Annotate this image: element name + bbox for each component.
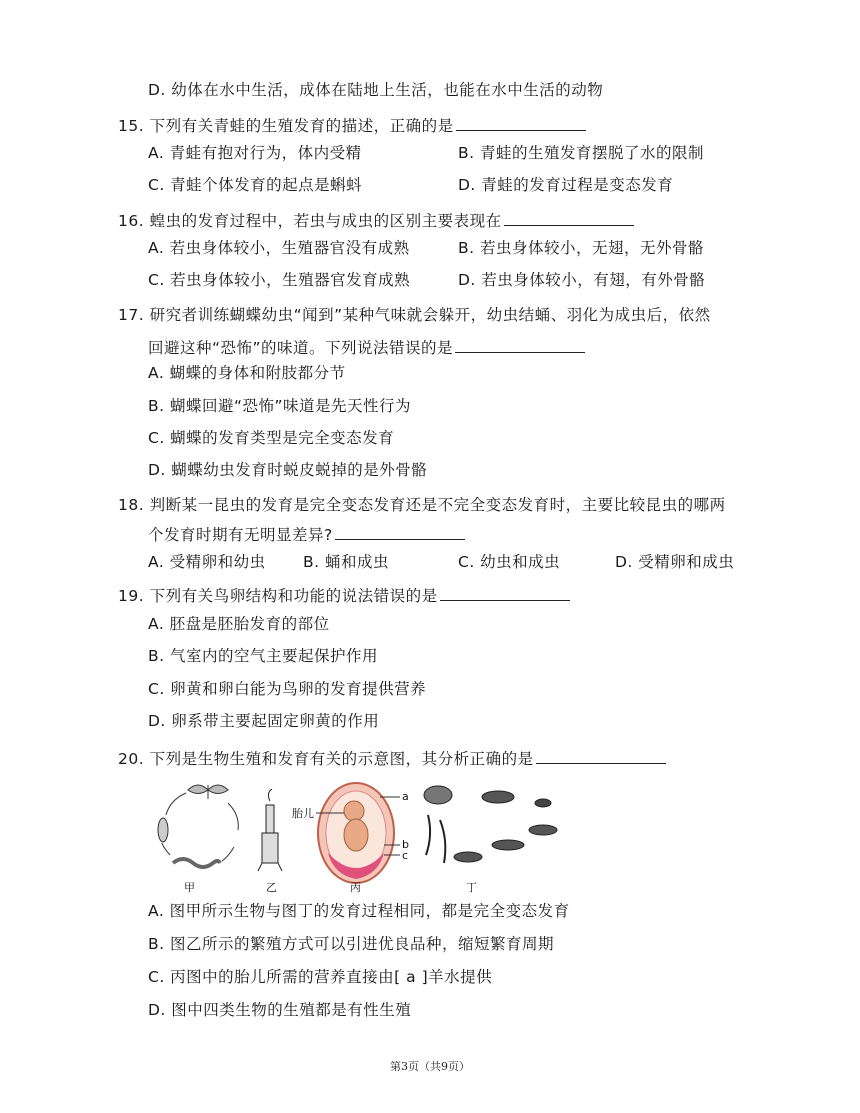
q17-stem-line2 — [148, 336, 585, 359]
q18-stem-line2 — [148, 523, 465, 546]
q19-stem — [118, 584, 570, 607]
figure-label-c: c — [402, 849, 409, 862]
q15-option-b: B. 青蛙的生殖发育摆脱了水的限制 — [458, 144, 704, 162]
q16-option-d: D. 若虫身体较小，有翅，有外骨骼 — [458, 271, 706, 289]
q17-option-d: D. 蝴蝶幼虫发育时蜕皮蜕掉的是外骨骼 — [148, 461, 428, 479]
q19-option-b: B. 气室内的空气主要起保护作用 — [148, 647, 378, 665]
answer-blank — [335, 523, 465, 540]
answer-blank — [504, 209, 634, 226]
q16-stem-text: 16. 蝗虫的发育过程中，若虫与成虫的区别主要表现在 — [118, 212, 502, 230]
page-footer: 第3页（共9页） — [390, 1060, 470, 1073]
q16-stem — [118, 209, 634, 232]
fetus-in-uterus-drawing — [316, 783, 400, 883]
q15-stem-text: 15. 下列有关青蛙的生殖发育的描述，正确的是 — [118, 117, 454, 135]
q15-option-d: D. 青蛙的发育过程是变态发育 — [458, 176, 674, 194]
q17-option-a: A. 蝴蝶的身体和附肢都分节 — [148, 364, 346, 382]
answer-blank — [456, 114, 586, 131]
answer-blank — [536, 747, 666, 764]
q19-stem-text: 19. 下列有关鸟卵结构和功能的说法错误的是 — [118, 587, 438, 605]
q18-option-c: C. 幼虫和成虫 — [458, 553, 561, 571]
frog-life-cycle-drawing — [424, 786, 557, 863]
q15-stem — [118, 114, 586, 137]
butterfly-life-cycle-drawing — [158, 785, 238, 867]
grafting-drawing — [258, 789, 282, 871]
figure-label-yi: 乙 — [266, 881, 277, 894]
q18-option-b: B. 蛹和成虫 — [303, 553, 389, 571]
figure-illustration — [148, 775, 568, 895]
q17-option-c: C. 蝴蝶的发育类型是完全变态发育 — [148, 429, 395, 447]
q18-option-d: D. 受精卵和成虫 — [615, 553, 735, 571]
q18-stem-text: 个发育时期有无明显差异? — [148, 526, 333, 544]
q15-option-a: A. 青蛙有抱对行为，体内受精 — [148, 144, 362, 162]
q19-option-d: D. 卵系带主要起固定卵黄的作用 — [148, 712, 380, 730]
figure-label-fetus: 胎儿 — [292, 807, 314, 820]
q15-option-c: C. 青蛙个体发育的起点是蝌蚪 — [148, 176, 363, 194]
figure-label-a: a — [402, 790, 409, 803]
figure-label-b: b — [402, 838, 409, 851]
q17-stem-line1: 17. 研究者训练蝴蝶幼虫“闻到”某种气味就会躲开，幼虫结蛹、羽化为成虫后，依然 — [118, 306, 711, 324]
q14-option-d: D. 幼体在水中生活，成体在陆地上生活，也能在水中生活的动物 — [148, 81, 604, 99]
q16-option-a: A. 若虫身体较小，生殖器官没有成熟 — [148, 239, 410, 257]
q20-stem-text: 20. 下列是生物生殖和发育有关的示意图，其分析正确的是 — [118, 750, 534, 768]
q16-option-b: B. 若虫身体较小，无翅，无外骨骼 — [458, 239, 704, 257]
q20-option-d: D. 图中四类生物的生殖都是有性生殖 — [148, 1001, 412, 1019]
q19-option-a: A. 胚盘是胚胎发育的部位 — [148, 615, 330, 633]
q18-option-a: A. 受精卵和幼虫 — [148, 553, 266, 571]
q20-option-c: C. 丙图中的胎儿所需的营养直接由[ a ]羊水提供 — [148, 968, 493, 986]
q16-option-c: C. 若虫身体较小，生殖器官发育成熟 — [148, 271, 411, 289]
q20-option-a: A. 图甲所示生物与图丁的发育过程相同，都是完全变态发育 — [148, 902, 570, 920]
q18-stem-line1: 18. 判断某一昆虫的发育是完全变态发育还是不完全变态发育时，主要比较昆虫的哪两 — [118, 496, 726, 514]
q19-option-c: C. 卵黄和卵白能为鸟卵的发育提供营养 — [148, 680, 427, 698]
figure-label-jia: 甲 — [184, 881, 195, 894]
reproduction-figure — [148, 775, 568, 895]
q20-option-b: B. 图乙所示的繁殖方式可以引进优良品种，缩短繁育周期 — [148, 935, 554, 953]
figure-label-ding: 丁 — [466, 881, 477, 894]
q20-stem — [118, 747, 666, 770]
q17-stem-text: 回避这种“恐怖”的味道。下列说法错误的是 — [148, 339, 454, 357]
answer-blank — [440, 584, 570, 601]
figure-label-bing: 丙 — [350, 881, 361, 894]
q17-option-b: B. 蝴蝶回避“恐怖”味道是先天性行为 — [148, 397, 412, 415]
answer-blank — [455, 336, 585, 353]
